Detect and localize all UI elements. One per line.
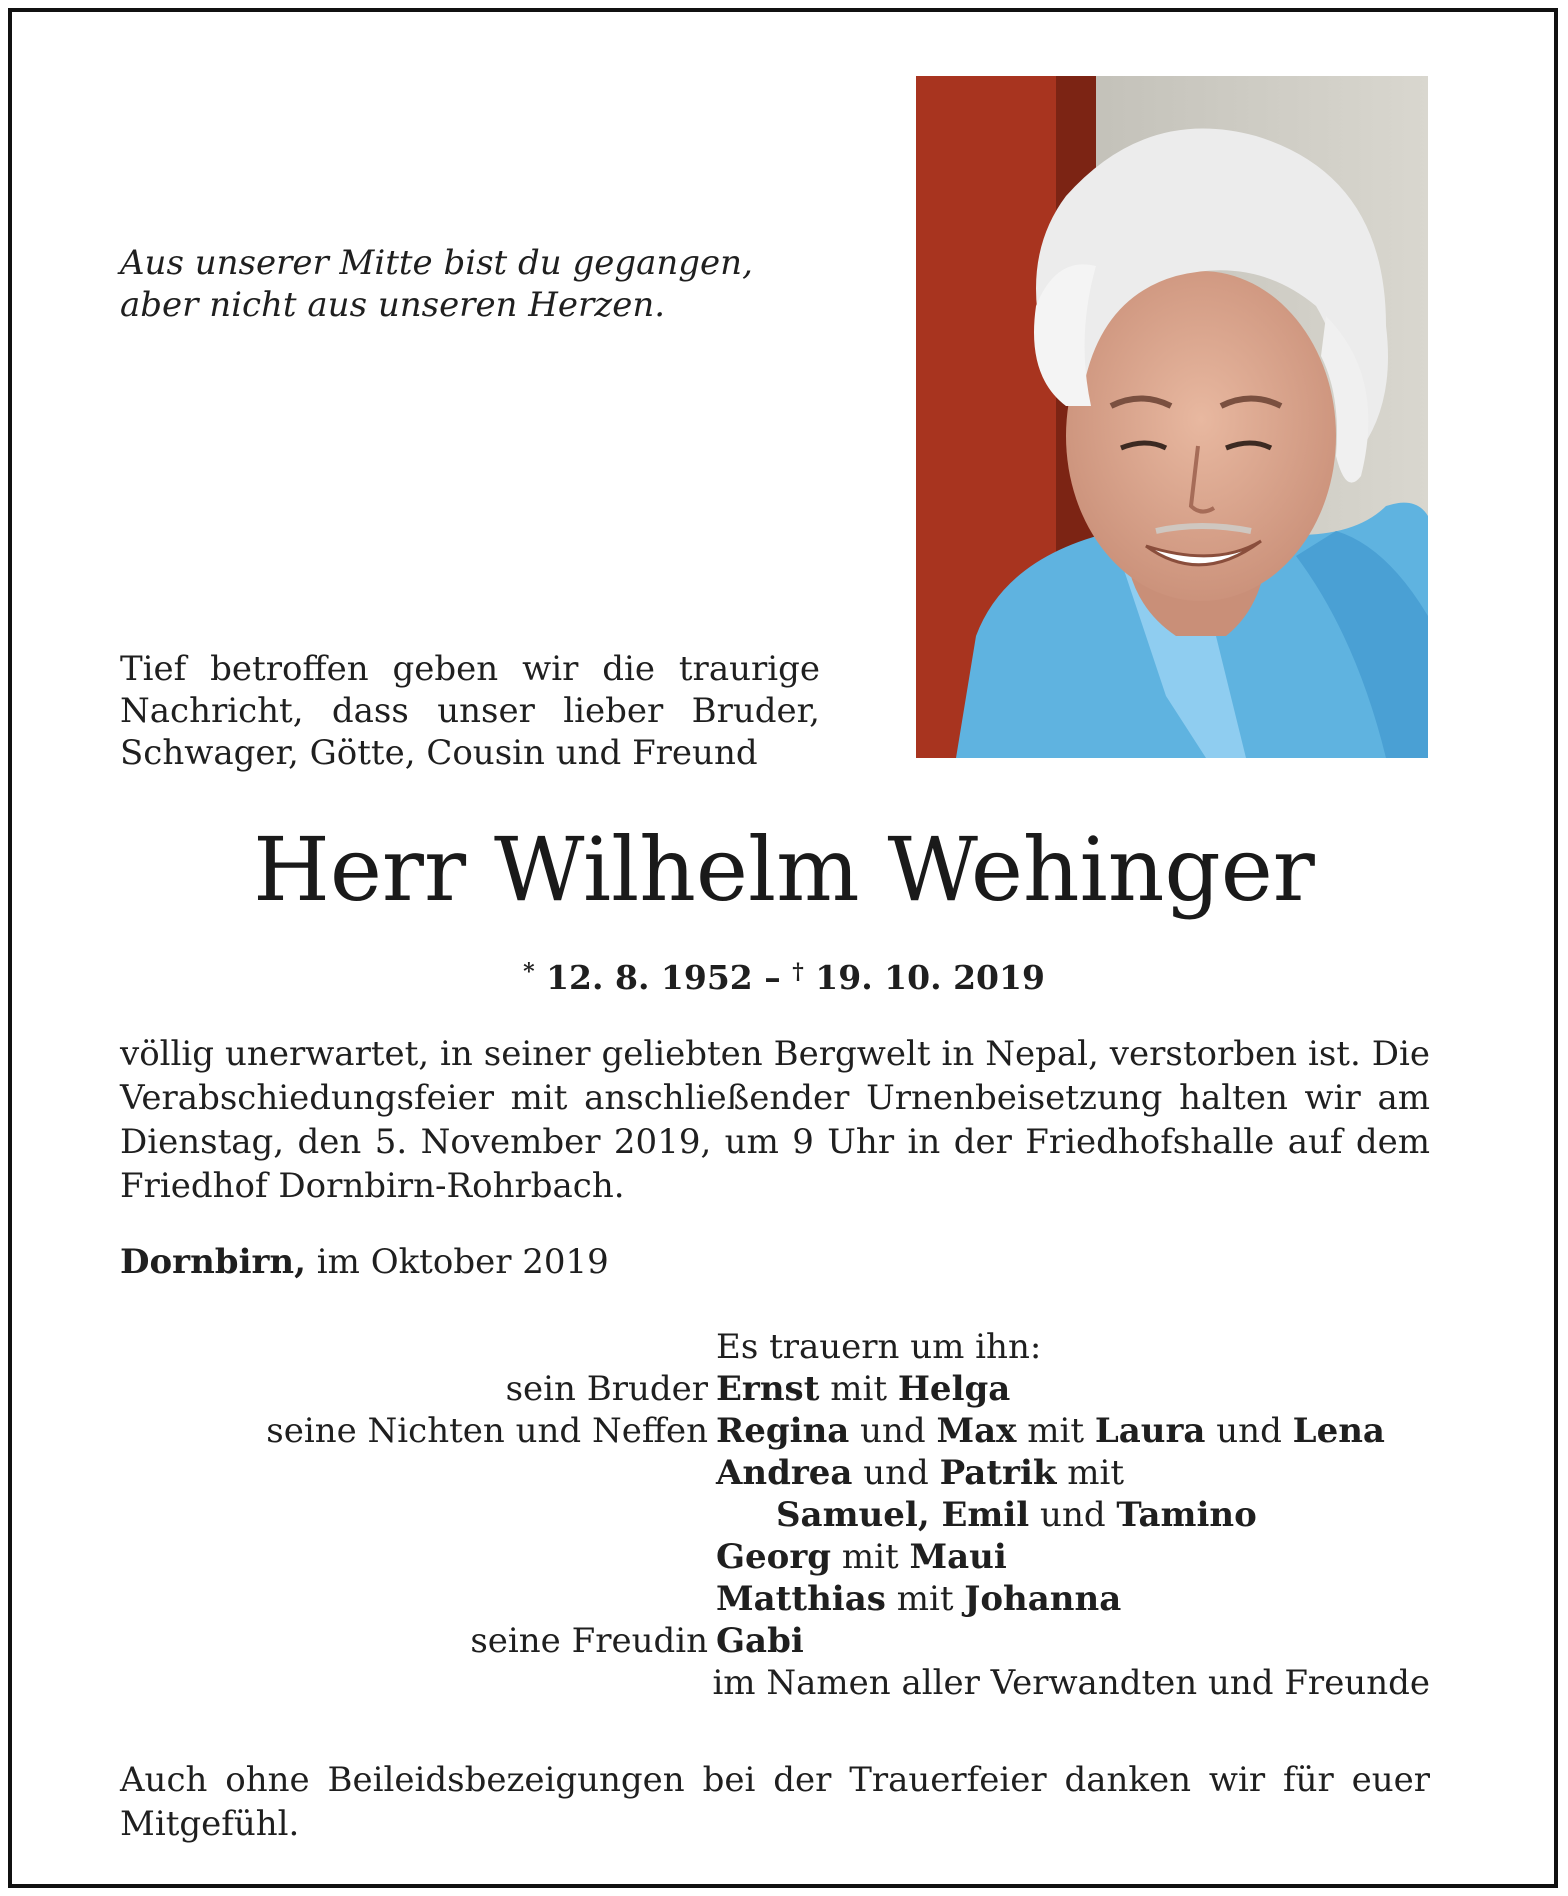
mourner-names: [716, 1494, 1430, 1536]
mourner-connector: und: [852, 1453, 940, 1493]
life-dates: [0, 952, 1568, 998]
mourner-row: [120, 1368, 1430, 1410]
deceased-name: Herr Wilhelm Wehinger: [253, 818, 1315, 921]
death-symbol: †: [792, 959, 804, 985]
intro-line: Tief betroffen geben wir die traurige: [120, 649, 820, 689]
intro-line: Nachricht, dass unser lieber Bruder,: [120, 691, 820, 731]
body-line: Verabschiedungsfeier mit anschließender Urnenbeisetzung halten wir am: [120, 1078, 1430, 1118]
birth-symbol: *: [523, 959, 535, 985]
mourner-names: [716, 1620, 1430, 1662]
mourner-relation: [120, 1452, 716, 1494]
mourner-name: Lena: [1292, 1411, 1385, 1451]
motto-line: aber nicht aus unseren Herzen.: [120, 285, 666, 325]
mourner-names: [716, 1368, 1430, 1410]
mourner-relation: seine Freudin: [470, 1621, 708, 1661]
mourner-row: [120, 1536, 1430, 1578]
mourners-heading: Es trauern um ihn:: [716, 1327, 1042, 1367]
mourner-connector: mit: [1016, 1411, 1095, 1451]
mourner-connector: mit: [819, 1369, 898, 1409]
death-date: 19. 10. 2019: [815, 958, 1045, 997]
mourner-connector: und: [849, 1411, 937, 1451]
body-line: völlig unerwartet, in seiner geliebten Bergwelt in Nepal, verstorben ist. Die: [120, 1034, 1430, 1074]
mourner-row: [120, 1578, 1430, 1620]
body-line: Friedhof Dornbirn-Rohrbach.: [120, 1166, 625, 1206]
date-separator: –: [764, 958, 781, 997]
mourner-row: [120, 1662, 1430, 1704]
mourner-row: [120, 1620, 1430, 1662]
closing-line: Auch ohne Beileidsbezeigungen bei der Trauerfeier danken wir für euer: [120, 1760, 1430, 1800]
mourner-name: Regina: [716, 1411, 850, 1451]
mourners-heading-row: [120, 1326, 1430, 1368]
mourner-names: [716, 1578, 1430, 1620]
body-line: Dienstag, den 5. November 2019, um 9 Uhr in der Friedhofshalle auf dem: [120, 1122, 1430, 1162]
place-city: Dornbirn,: [120, 1242, 306, 1282]
mourner-names: [712, 1662, 1430, 1704]
mourner-name: Ernst: [716, 1369, 820, 1409]
mourner-names: [716, 1452, 1430, 1494]
mourner-name: Tamino: [1116, 1495, 1257, 1535]
portrait-photo-icon: [916, 76, 1428, 758]
mourner-name: Patrik: [939, 1453, 1057, 1493]
mourner-connector: und: [1205, 1411, 1293, 1451]
mourner-relation: [120, 1536, 716, 1578]
mourner-connector: und: [1029, 1495, 1117, 1535]
mourner-names: [716, 1536, 1430, 1578]
mourner-name: Andrea: [716, 1453, 853, 1493]
intro-text: [120, 648, 820, 774]
place-date-text: im Oktober 2019: [316, 1242, 609, 1282]
announcement-body: [120, 1032, 1430, 1208]
mourner-connector: mit: [831, 1537, 910, 1577]
mourner-rows: [120, 1368, 1430, 1704]
mourner-name: Max: [936, 1411, 1017, 1451]
place-date: [120, 1240, 1020, 1284]
mourner-relation: seine Nichten und Neffen: [266, 1411, 708, 1451]
mourner-names: [716, 1410, 1430, 1452]
mourner-connector: im Namen aller Verwandten und Freunde: [712, 1663, 1430, 1703]
intro-line: Schwager, Götte, Cousin und Freund: [120, 733, 758, 773]
mourner-name: Maui: [909, 1537, 1007, 1577]
mourner-name: Georg: [716, 1537, 832, 1577]
mourner-row: [120, 1494, 1430, 1536]
mourner-name: Johanna: [964, 1579, 1122, 1619]
mourner-name: Laura: [1094, 1411, 1206, 1451]
mourner-row: [120, 1452, 1430, 1494]
mourner-relation: [120, 1578, 716, 1620]
mourner-relation: [120, 1662, 712, 1704]
birth-date: 12. 8. 1952: [546, 958, 753, 997]
mourner-name: Gabi: [716, 1621, 804, 1661]
mourner-connector: mit: [885, 1579, 965, 1619]
closing-text: [120, 1758, 1430, 1846]
mourner-relation: sein Bruder: [505, 1369, 708, 1409]
mourners-list: [120, 1326, 1430, 1704]
mourner-relation: [120, 1494, 716, 1536]
motto-quote: [120, 242, 820, 326]
mourner-connector: mit: [1056, 1453, 1125, 1493]
motto-line: Aus unserer Mitte bist du gegangen,: [120, 243, 753, 283]
mourner-name: Helga: [897, 1369, 1011, 1409]
mourner-row: [120, 1410, 1430, 1452]
mourner-name: Samuel, Emil: [776, 1495, 1030, 1535]
portrait-photo: [916, 76, 1428, 758]
closing-line: Mitgefühl.: [120, 1804, 300, 1844]
mourner-name: Matthias: [716, 1579, 886, 1619]
